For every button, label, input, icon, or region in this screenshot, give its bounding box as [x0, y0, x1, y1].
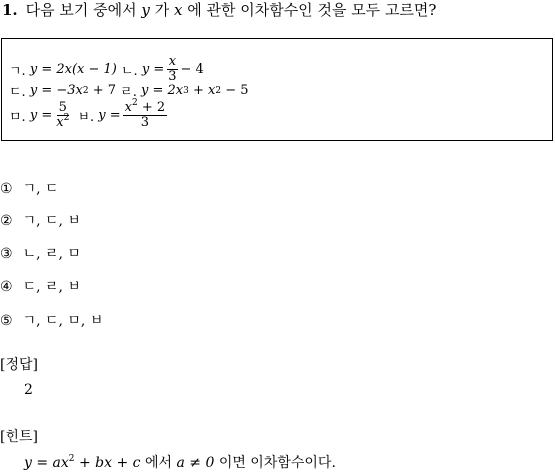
option-5-mark: ⑤ [0, 313, 13, 329]
item5-den-base: x [56, 115, 64, 130]
item4-label: ㄹ. [120, 85, 137, 100]
option-4-mark: ④ [0, 279, 13, 295]
hint-formula-b: + bx + c [78, 455, 141, 471]
item2-label: ㄴ. [121, 64, 138, 79]
item2-den: 3 [168, 69, 177, 84]
item6-lhs: y = [98, 108, 121, 123]
item3-expr-a: y = −3x [29, 83, 83, 98]
hint-formula-exp: 2 [68, 454, 75, 464]
item6-fraction [123, 98, 168, 130]
item6-num-base: x [124, 100, 132, 115]
box-line-1 [9, 55, 204, 84]
option-3-mark: ③ [0, 246, 13, 262]
item4-expr-a: y = 2x [141, 83, 184, 98]
option-1[interactable] [0, 178, 59, 198]
answer-label: [정답] [0, 357, 38, 373]
question-text-1: 다음 보기 중에서 [25, 1, 137, 19]
item4-expr-c: − 5 [225, 83, 249, 98]
item6-num [123, 98, 168, 116]
option-2-text: ㄱ, ㄷ, ㅂ [22, 213, 81, 229]
hint-label: [힌트] [0, 429, 38, 445]
option-1-text: ㄱ, ㄷ [22, 181, 59, 197]
item6-num-exp: 2 [132, 98, 138, 108]
item5-lhs: y = [29, 108, 53, 123]
item4-expr-b: + x [192, 83, 216, 98]
item2-rest: − 4 [180, 62, 204, 77]
item6-label: ㅂ. [77, 110, 95, 125]
hint-text-b: 이면 이차함수이다. [218, 455, 336, 471]
option-3-text: ㄴ, ㄹ, ㅁ [22, 246, 81, 262]
hint-condition: a ≠ 0 [176, 455, 215, 471]
question-text-2: 가 [154, 1, 170, 19]
question-x-var: x [173, 1, 183, 19]
option-4[interactable] [0, 276, 81, 296]
item2-fraction [166, 55, 178, 84]
box-line-3 [9, 98, 169, 130]
option-4-text: ㄷ, ㄹ, ㅂ [22, 279, 81, 295]
option-2-mark: ② [0, 213, 13, 229]
item2-num: x [168, 54, 177, 69]
item1-label: ㄱ. [9, 64, 26, 79]
question-header [2, 0, 436, 20]
item3-expr-b: + 7 [92, 83, 117, 98]
item6-num-rest: + 2 [141, 100, 166, 115]
option-3[interactable] [0, 243, 81, 263]
item5-num: 5 [58, 100, 67, 115]
option-2[interactable] [0, 210, 81, 230]
question-y-var: y [141, 1, 150, 19]
question-number: 1. [2, 1, 18, 19]
hint-formula-a: y = ax [24, 455, 69, 471]
choices-box [1, 38, 553, 141]
item5-fraction [54, 101, 71, 130]
hint-text [24, 452, 336, 472]
box-line-2: ㄷ. y = −3x 2 + 7 ㄹ. y = 2x 3 + x 2 − 5 [9, 83, 249, 100]
item5-den-exp: 2 [63, 113, 70, 123]
option-5[interactable] [0, 310, 103, 330]
item5-label: ㅁ. [9, 110, 26, 125]
answer-value: 2 [24, 382, 33, 398]
option-5-text: ㄱ, ㄷ, ㅁ, ㅂ [22, 313, 104, 329]
item2-lhs: y = [141, 62, 165, 77]
item6-den: 3 [140, 115, 150, 130]
option-1-mark: ① [0, 181, 13, 197]
hint-text-a: 에서 [144, 455, 173, 471]
item5-den [54, 113, 71, 130]
question-text-3: 에 관한 이차함수인 것을 모두 고르면? [187, 1, 437, 19]
item3-label: ㄷ. [9, 85, 26, 100]
item1-expr: y = 2x(x − 1) [29, 62, 117, 77]
